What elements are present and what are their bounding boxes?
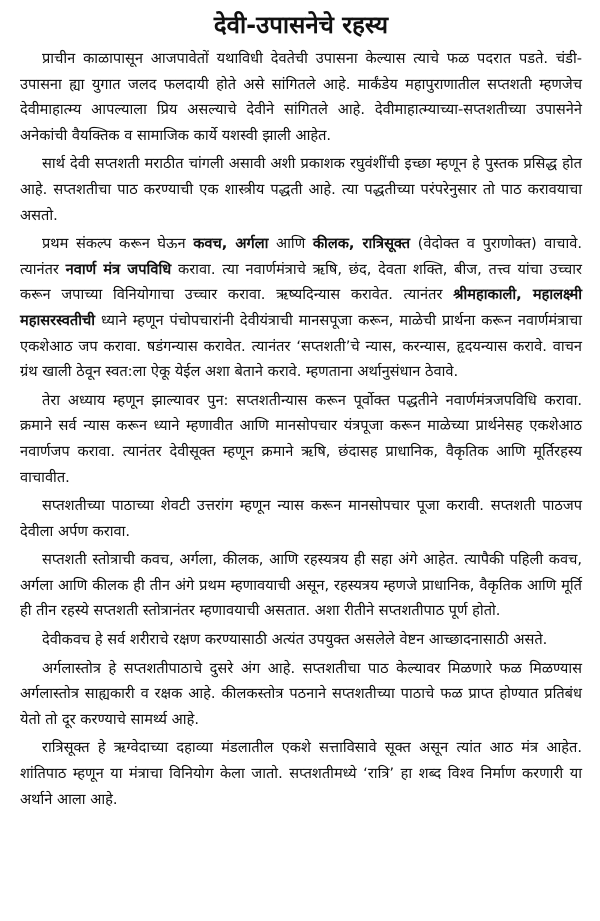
- paragraph: [20, 493, 582, 544]
- text-run: ध्याने म्हणून पंचोपचारांनी देवीयंत्राची मानसपूजा करून, माळेची प्रार्थना करून नवार्णमंत्राचा एकशेआठ जप करावा. षडंगन्यास करावेत. त्यानंतर ‘सप्तशती’चे न्यास, करन्यास, हृदयन्यास करावे. वाचन ग्रंथ खाली ठेवून स्वत:ला ऐकू येईल अशा बेताने करावे. म्हणताना अर्थानुसंधान ठेवावे.: [20, 311, 582, 381]
- bold-term: नवार्ण मंत्र जपविधि: [65, 260, 172, 278]
- text-run: सप्तशतीच्या पाठाच्या शेवटी उत्तरांग म्हणून न्यास करून मानसोपचार पूजा करावी. सप्तशती पाठजप देवीला अर्पण करावा.: [20, 497, 582, 540]
- page-title: देवी-उपासनेचे रहस्य: [213, 11, 389, 39]
- text-run: रात्रिसूक्त हे ऋग्वेदाच्या दहाव्या मंडलातील एकशे सत्ताविसावे सूक्त असून त्यांत आठ मंत्र आहेत. शांतिपाठ म्हणून या मंत्राचा विनियोग केला जातो. सप्तशतीमध्ये ‘रात्रि’ हा शब्द विश्व निर्माण करणारी या अर्थाने आला आहे.: [20, 739, 582, 808]
- bold-term: कीलक, रात्रिसूक्त: [312, 235, 411, 253]
- paragraph: [20, 231, 582, 385]
- text-run: अर्गलास्तोत्र हे सप्तशतीपाठाचे दुसरे अंग आहे. सप्तशतीचा पाठ केल्यावर मिळणारे फळ मिळण्यास अर्गलास्तोत्र साह्यकारी व रक्षक आहे. कीलकस्तोत्र पठनाने सप्तशतीच्या पाठाचे फळ प्राप्त होण्यात प्रतिबंध येतो तो दूर करण्याचे सामर्थ्य आहे.: [20, 659, 582, 728]
- text-run: (वेदोक्त व पुराणोक्त) वाचावे. त्यानंतर: [20, 235, 582, 278]
- text-run: सार्थ देवी सप्तशती मराठीत चांगली असावी अशी प्रकाशक रघुवंशींची इच्छा म्हणून हे पुस्तक प्रसिद्ध होत आहे. सप्तशतीचा पाठ करण्याची एक शास्त्रीय पद्धती आहे. त्या पद्धतीच्या परंपरेनुसार तो पाठ करावयाचा असतो.: [20, 155, 582, 224]
- bold-term: कवच, अर्गला: [193, 235, 269, 253]
- paragraph: [20, 388, 582, 490]
- text-run: आणि: [268, 235, 313, 253]
- text-run: तेरा अध्याय म्हणून झाल्यावर पुन: सप्तशतीन्यास करून पूर्वोक्त पद्धतीने नवार्णमंत्रजपविधि करावा. क्रमाने सर्व न्यास करून ध्याने म्हणावीत आणि मानसोपचार यंत्रपूजा करून माळेच्या प्रार्थनेसह एकशेआठ नवार्णजप करावा. त्यानंतर देवीसूक्त म्हणून क्रमाने ऋषि, छंदासह प्राधानिक, वैकृतिक आणि मूर्तिरहस्य वाचावीत.: [20, 391, 582, 486]
- paragraph: [20, 46, 582, 148]
- body-text: [20, 46, 582, 812]
- text-run: प्रथम संकल्प करून घेऊन: [42, 235, 194, 253]
- paragraph: [20, 735, 582, 812]
- paragraph: [20, 151, 582, 228]
- text-run: करावा. त्या नवार्णमंत्राचे ऋषि, छंद, देवता शक्ति, बीज, तत्त्व यांचा उच्चार करून जपाच्या विनियोगाचा उच्चार करावा. ऋष्यदिन्यास करावेत. त्यानंतर: [20, 260, 582, 304]
- paragraph: [20, 547, 582, 624]
- paragraph: [20, 627, 582, 653]
- text-run: प्राचीन काळापासून आजपावेतों यथाविधी देवतेची उपासना केल्यास त्याचे फळ पदरात पडते. चंडी-उपासना ह्या युगात जलद फलदायी होते असे सांगितले आहे. मार्कंडेय महापुराणातील सप्तशती म्हणजेच देवीमाहात्म्य आपल्याला प्रिय असल्याचे देवीने सांगितले आहे. देवीमाहात्म्याच्या-सप्तशतीच्या उपासनेने अनेकांची वैयक्तिक व सामाजिक कार्ये यशस्वी झाली आहेत.: [20, 50, 582, 144]
- text-run: देवीकवच हे सर्व शरीराचे रक्षण करण्यासाठी अत्यंत उपयुक्त असलेले वेष्टन आच्छादनासाठी असते.: [42, 631, 548, 649]
- bold-term: श्रीमहाकाली, महालक्ष्मी महासरस्वतीची: [20, 286, 582, 329]
- text-run: सप्तशती स्तोत्राची कवच, अर्गला, कीलक, आणि रहस्यत्रय ही सहा अंगे आहेत. त्यापैकी पहिली कवच, अर्गला आणि कीलक ही तीन अंगे प्रथम म्हणावयाची असून, रहस्यत्रय म्हणजे प्राधानिक, वैकृतिक आणि मूर्ति ही तीन रहस्ये सप्तशती स्तोत्रानंतर म्हणावयाची असतात. अशा रीतीने सप्तशतीपाठ पूर्ण होतो.: [20, 551, 582, 620]
- paragraph: [20, 656, 582, 733]
